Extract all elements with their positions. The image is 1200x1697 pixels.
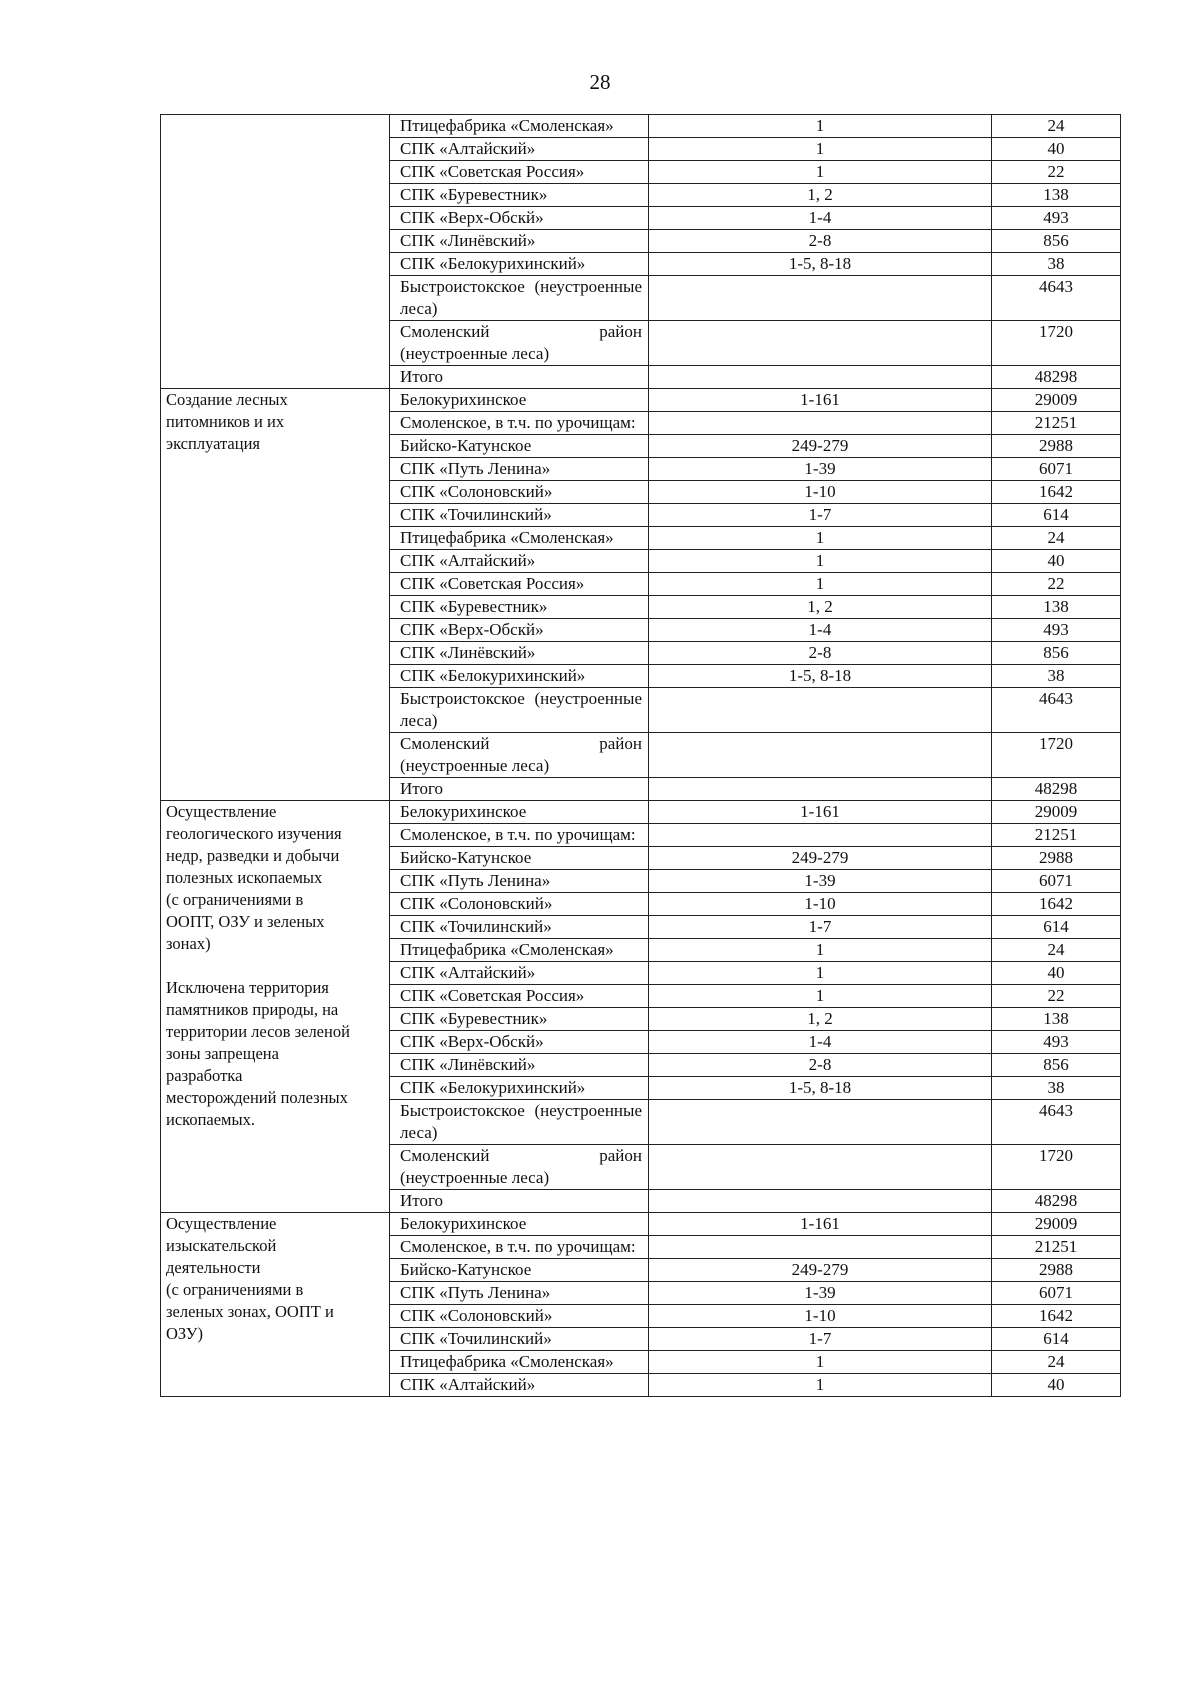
area-cell: 29009 — [992, 801, 1121, 824]
location-name-cell: Птицефабрика «Смоленская» — [390, 1351, 649, 1374]
area-cell: 2988 — [992, 1259, 1121, 1282]
area-cell: 22 — [992, 161, 1121, 184]
activity-text-line: изыскательской — [166, 1236, 277, 1255]
quarters-cell: 1-7 — [649, 916, 992, 939]
location-name-cell: Смоленский район (неустроенные леса) — [390, 733, 649, 778]
page-number: 28 — [589, 70, 611, 94]
quarters-cell — [649, 276, 992, 321]
quarters-cell — [649, 1236, 992, 1259]
location-name-cell: СПК «Буревестник» — [390, 1008, 649, 1031]
quarters-cell — [649, 412, 992, 435]
table-row — [161, 389, 1121, 412]
location-name-cell: СПК «Путь Ленина» — [390, 458, 649, 481]
quarters-cell: 1-10 — [649, 893, 992, 916]
area-cell: 1720 — [992, 733, 1121, 778]
activity-text-line: питомников и их — [166, 412, 285, 431]
quarters-cell: 1 — [649, 527, 992, 550]
location-name-cell: Смоленское, в т.ч. по урочищам: — [390, 1236, 649, 1259]
area-cell: 21251 — [992, 412, 1121, 435]
activity-text-line: ООПТ, ОЗУ и зеленых — [166, 912, 325, 931]
activity-note-line: разработка — [166, 1066, 243, 1085]
location-name-cell: Бийско-Катунское — [390, 435, 649, 458]
table-row — [161, 1213, 1121, 1236]
forest-use-table — [160, 114, 1121, 1397]
area-cell: 21251 — [992, 824, 1121, 847]
activity-text-line: Осуществление — [166, 802, 277, 821]
quarters-cell: 1-161 — [649, 389, 992, 412]
location-name-cell: СПК «Точилинский» — [390, 916, 649, 939]
quarters-cell — [649, 1145, 992, 1190]
location-name-cell: СПК «Верх-Обскй» — [390, 619, 649, 642]
activity-note-line: памятников природы, на — [166, 1000, 339, 1019]
location-name-cell: Птицефабрика «Смоленская» — [390, 115, 649, 138]
quarters-cell: 1, 2 — [649, 1008, 992, 1031]
activity-note-line: зоны запрещена — [166, 1044, 279, 1063]
quarters-cell: 1-7 — [649, 504, 992, 527]
area-cell: 1642 — [992, 481, 1121, 504]
quarters-cell: 1 — [649, 985, 992, 1008]
quarters-cell: 1-5, 8-18 — [649, 665, 992, 688]
area-cell: 22 — [992, 573, 1121, 596]
area-cell: 138 — [992, 184, 1121, 207]
area-cell: 24 — [992, 115, 1121, 138]
area-cell: 6071 — [992, 458, 1121, 481]
activity-note-line: Исключена территория — [166, 978, 329, 997]
quarters-cell: 249-279 — [649, 847, 992, 870]
location-name-cell: СПК «Линёвский» — [390, 230, 649, 253]
location-name-cell: СПК «Линёвский» — [390, 642, 649, 665]
area-cell: 2988 — [992, 435, 1121, 458]
location-name-cell: Птицефабрика «Смоленская» — [390, 527, 649, 550]
activity-text-line: (с ограничениями в — [166, 1280, 304, 1299]
activity-note-line: территории лесов зеленой — [166, 1022, 350, 1041]
quarters-cell — [649, 688, 992, 733]
area-cell: 21251 — [992, 1236, 1121, 1259]
location-name-cell: СПК «Путь Ленина» — [390, 1282, 649, 1305]
quarters-cell — [649, 321, 992, 366]
area-cell: 24 — [992, 527, 1121, 550]
quarters-cell — [649, 1100, 992, 1145]
area-cell: 138 — [992, 596, 1121, 619]
location-name-cell: СПК «Солоновский» — [390, 481, 649, 504]
area-cell: 38 — [992, 253, 1121, 276]
area-cell: 493 — [992, 1031, 1121, 1054]
location-name-cell: СПК «Буревестник» — [390, 184, 649, 207]
area-cell: 48298 — [992, 778, 1121, 801]
location-name-cell: Бийско-Катунское — [390, 1259, 649, 1282]
quarters-cell: 1 — [649, 161, 992, 184]
location-name-cell: Быстроистокское (неустроенные леса) — [390, 688, 649, 733]
activity-gap — [166, 955, 385, 977]
location-name-cell: Быстроистокское (неустроенные леса) — [390, 276, 649, 321]
quarters-cell: 1-10 — [649, 1305, 992, 1328]
area-cell: 1720 — [992, 321, 1121, 366]
activity-text-line: эксплуатация — [166, 434, 260, 453]
quarters-cell: 1-7 — [649, 1328, 992, 1351]
location-name-cell: Итого — [390, 366, 649, 389]
location-name-cell: Белокурихинское — [390, 1213, 649, 1236]
location-name-cell: СПК «Путь Ленина» — [390, 870, 649, 893]
quarters-cell — [649, 824, 992, 847]
activity-text-line: зеленых зонах, ООПТ и — [166, 1302, 334, 1321]
quarters-cell: 1 — [649, 138, 992, 161]
quarters-cell: 1 — [649, 115, 992, 138]
activity-text-line: (с ограничениями в — [166, 890, 304, 909]
quarters-cell: 1-161 — [649, 801, 992, 824]
location-name-cell: Белокурихинское — [390, 389, 649, 412]
location-name-cell: СПК «Верх-Обскй» — [390, 1031, 649, 1054]
location-name-cell: Смоленский район (неустроенные леса) — [390, 321, 649, 366]
quarters-cell: 1, 2 — [649, 596, 992, 619]
area-cell: 1642 — [992, 1305, 1121, 1328]
area-cell: 24 — [992, 939, 1121, 962]
activity-text-line: ОЗУ) — [166, 1324, 203, 1343]
location-name-cell: СПК «Советская Россия» — [390, 985, 649, 1008]
location-name-cell: Белокурихинское — [390, 801, 649, 824]
quarters-cell: 1-5, 8-18 — [649, 1077, 992, 1100]
area-cell: 1642 — [992, 893, 1121, 916]
area-cell: 1720 — [992, 1145, 1121, 1190]
area-cell: 48298 — [992, 1190, 1121, 1213]
location-name-cell: СПК «Советская Россия» — [390, 161, 649, 184]
table-row — [161, 801, 1121, 824]
area-cell: 4643 — [992, 1100, 1121, 1145]
quarters-cell: 1, 2 — [649, 184, 992, 207]
area-cell: 29009 — [992, 1213, 1121, 1236]
location-name-cell: СПК «Верх-Обскй» — [390, 207, 649, 230]
quarters-cell: 1-39 — [649, 1282, 992, 1305]
location-name-cell: Смоленский район (неустроенные леса) — [390, 1145, 649, 1190]
quarters-cell: 2-8 — [649, 1054, 992, 1077]
activity-text-line: Создание лесных — [166, 390, 288, 409]
quarters-cell — [649, 778, 992, 801]
area-cell: 614 — [992, 1328, 1121, 1351]
quarters-cell: 1 — [649, 550, 992, 573]
activity-text-line: полезных ископаемых — [166, 868, 323, 887]
location-name-cell: СПК «Линёвский» — [390, 1054, 649, 1077]
quarters-cell: 249-279 — [649, 435, 992, 458]
quarters-cell: 1 — [649, 1374, 992, 1397]
quarters-cell — [649, 1190, 992, 1213]
quarters-cell: 1 — [649, 1351, 992, 1374]
location-name-cell: СПК «Алтайский» — [390, 1374, 649, 1397]
quarters-cell: 1-4 — [649, 207, 992, 230]
area-cell: 2988 — [992, 847, 1121, 870]
location-name-cell: СПК «Точилинский» — [390, 504, 649, 527]
activity-text-line: зонах) — [166, 934, 211, 953]
location-name-cell: Бийско-Катунское — [390, 847, 649, 870]
location-name-cell: Птицефабрика «Смоленская» — [390, 939, 649, 962]
area-cell: 6071 — [992, 870, 1121, 893]
quarters-cell: 2-8 — [649, 642, 992, 665]
area-cell: 40 — [992, 138, 1121, 161]
location-name-cell: СПК «Алтайский» — [390, 962, 649, 985]
area-cell: 38 — [992, 665, 1121, 688]
area-cell: 6071 — [992, 1282, 1121, 1305]
location-name-cell: СПК «Солоновский» — [390, 893, 649, 916]
location-name-cell: СПК «Солоновский» — [390, 1305, 649, 1328]
location-name-cell: СПК «Алтайский» — [390, 138, 649, 161]
area-cell: 493 — [992, 207, 1121, 230]
quarters-cell — [649, 366, 992, 389]
area-cell: 48298 — [992, 366, 1121, 389]
area-cell: 40 — [992, 962, 1121, 985]
location-name-cell: СПК «Точилинский» — [390, 1328, 649, 1351]
location-name-cell: СПК «Белокурихинский» — [390, 253, 649, 276]
area-cell: 22 — [992, 985, 1121, 1008]
location-name-cell: СПК «Буревестник» — [390, 596, 649, 619]
location-name-cell: Итого — [390, 1190, 649, 1213]
activity-type-cell — [161, 1213, 390, 1397]
quarters-cell: 1-161 — [649, 1213, 992, 1236]
area-cell: 38 — [992, 1077, 1121, 1100]
location-name-cell: СПК «Белокурихинский» — [390, 665, 649, 688]
activity-text-line: Осуществление — [166, 1214, 277, 1233]
area-cell: 29009 — [992, 389, 1121, 412]
quarters-cell: 249-279 — [649, 1259, 992, 1282]
quarters-cell — [649, 733, 992, 778]
location-name-cell: Итого — [390, 778, 649, 801]
quarters-cell: 1-4 — [649, 619, 992, 642]
activity-note-line: ископаемых. — [166, 1110, 255, 1129]
area-cell: 493 — [992, 619, 1121, 642]
activity-text-line: геологического изучения — [166, 824, 342, 843]
area-cell: 24 — [992, 1351, 1121, 1374]
area-cell: 4643 — [992, 688, 1121, 733]
location-name-cell: СПК «Белокурихинский» — [390, 1077, 649, 1100]
location-name-cell: Быстроистокское (неустроенные леса) — [390, 1100, 649, 1145]
quarters-cell: 2-8 — [649, 230, 992, 253]
activity-type-cell — [161, 801, 390, 1213]
area-cell: 40 — [992, 1374, 1121, 1397]
location-name-cell: Смоленское, в т.ч. по урочищам: — [390, 412, 649, 435]
quarters-cell: 1-39 — [649, 870, 992, 893]
location-name-cell: Смоленское, в т.ч. по урочищам: — [390, 824, 649, 847]
area-cell: 138 — [992, 1008, 1121, 1031]
quarters-cell: 1 — [649, 573, 992, 596]
table-row — [161, 115, 1121, 138]
table-body — [161, 115, 1121, 1397]
area-cell: 40 — [992, 550, 1121, 573]
location-name-cell: СПК «Советская Россия» — [390, 573, 649, 596]
location-name-cell: СПК «Алтайский» — [390, 550, 649, 573]
quarters-cell: 1-4 — [649, 1031, 992, 1054]
quarters-cell: 1-5, 8-18 — [649, 253, 992, 276]
activity-type-cell-empty — [161, 115, 390, 389]
activity-text-line: деятельности — [166, 1258, 261, 1277]
quarters-cell: 1 — [649, 962, 992, 985]
activity-type-cell — [161, 389, 390, 801]
area-cell: 4643 — [992, 276, 1121, 321]
activity-text-line: недр, разведки и добычи — [166, 846, 340, 865]
area-cell: 856 — [992, 1054, 1121, 1077]
quarters-cell: 1-10 — [649, 481, 992, 504]
area-cell: 614 — [992, 916, 1121, 939]
quarters-cell: 1-39 — [649, 458, 992, 481]
area-cell: 856 — [992, 230, 1121, 253]
area-cell: 614 — [992, 504, 1121, 527]
quarters-cell: 1 — [649, 939, 992, 962]
area-cell: 856 — [992, 642, 1121, 665]
activity-note-line: месторождений полезных — [166, 1088, 348, 1107]
